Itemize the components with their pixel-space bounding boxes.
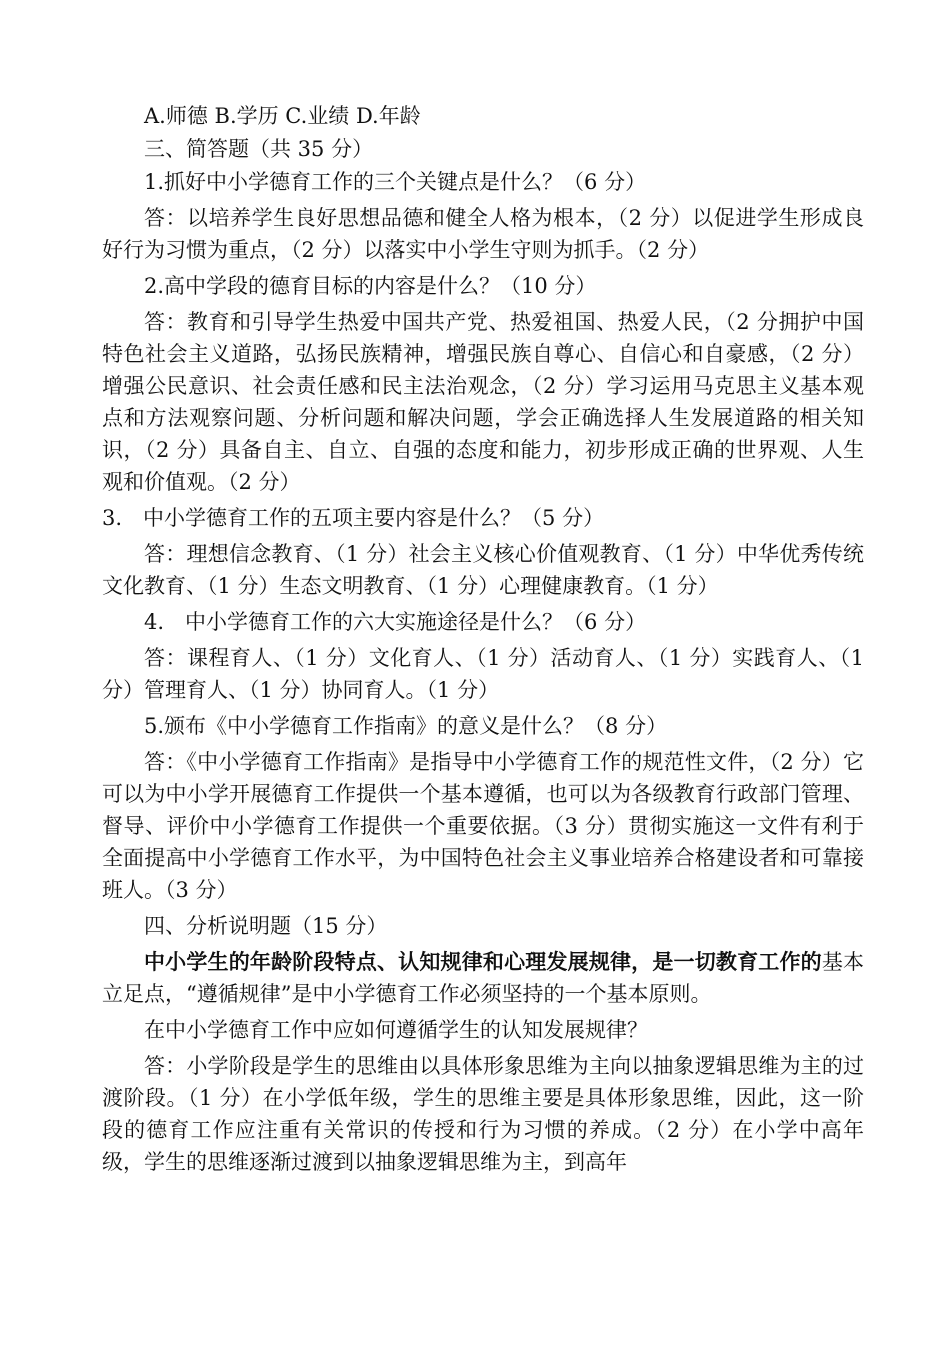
section4-question: 在中小学德育工作中应如何遵循学生的认知发展规律？	[144, 1018, 648, 1042]
answer-4: 答：课程育人、（1 分）文化育人、（1 分）活动育人、（1 分）实践育人、（1 分）管理育人、（1 分）协同育人。（1 分）	[102, 646, 864, 702]
question-4: 4. 中小学德育工作的六大实施途径是什么？（6 分）	[144, 610, 647, 634]
answer-1: 答：以培养学生良好思想品德和健全人格为根本，（2 分）以促进学生形成良好行为习惯为重点，（2 分）以落实中小学生守则为抓手。（2 分）	[102, 206, 864, 262]
section4-heading: 四、分析说明题（15 分）	[144, 914, 388, 938]
question-2: 2.高中学段的德育目标的内容是什么？（10 分）	[144, 274, 597, 298]
answer-3: 答：理想信念教育、（1 分）社会主义核心价值观教育、（1 分）中华优秀传统文化教育、（1 分）生态文明教育、（1 分）心理健康教育。（1 分）	[102, 542, 864, 598]
question-5: 5.颁布《中小学德育工作指南》的意义是什么？（8 分）	[144, 714, 668, 738]
answer-5: 答：《中小学德育工作指南》是指导中小学德育工作的规范性文件，（2 分）它可以为中小学开展德育工作提供一个基本遵循，也可以为各级教育行政部门管理、督导、评价中小学德育工作提供一个重要依据。（3 分）贯彻实施这一文件有利于全面提高中小学德育工作水平，为中国特色社会主义事业培养合格建设者和可靠接班人。（3 分）	[102, 750, 864, 902]
section4-intro-bold: 中小学生的年龄阶段特点、认知规律和心理发展规律，是一切教育工作	[144, 949, 801, 974]
section3-heading: 三、简答题（共 35 分）	[144, 137, 374, 161]
section4-intro-bold-tail: 的	[800, 949, 822, 974]
question-3: 3. 中小学德育工作的五项主要内容是什么？（5 分）	[102, 506, 605, 530]
section4-answer: 答：小学阶段是学生的思维由以具体形象思维为主向以抽象逻辑思维为主的过渡阶段。（1 分）在小学低年级，学生的思维主要是具体形象思维，因此，这一阶段的德育工作应注重有关常识的传授和行为习惯的养成。（2 分）在小学中高年级，学生的思维逐渐过渡到以抽象逻辑思维为主，到高年	[102, 1054, 864, 1174]
document-page	[102, 100, 864, 1178]
section4-intro	[102, 946, 864, 1010]
choices-line: A.师德 B.学历 C.业绩 D.年龄	[144, 104, 421, 128]
question-1: 1.抓好中小学德育工作的三个关键点是什么？（6 分）	[144, 170, 647, 194]
answer-2: 答：教育和引导学生热爱中国共产党、热爱祖国、热爱人民，（2 分拥护中国特色社会主义道路，弘扬民族精神，增强民族自尊心、自信心和自豪感，（2 分）增强公民意识、社会责任感和民主法治观念，（2 分）学习运用马克思主义基本观点和方法观察问题、分析问题和解决问题，学会正确选择人生发展道路的相关知识，（2 分）具备自主、自立、自强的态度和能力，初步形成正确的世界观、人生观和价值观。（2 分）	[102, 310, 864, 494]
section4-intro-rest: 基本立足点，“遵循规律”是中小学德育工作必须坚持的一个基本原则。	[102, 950, 865, 1006]
